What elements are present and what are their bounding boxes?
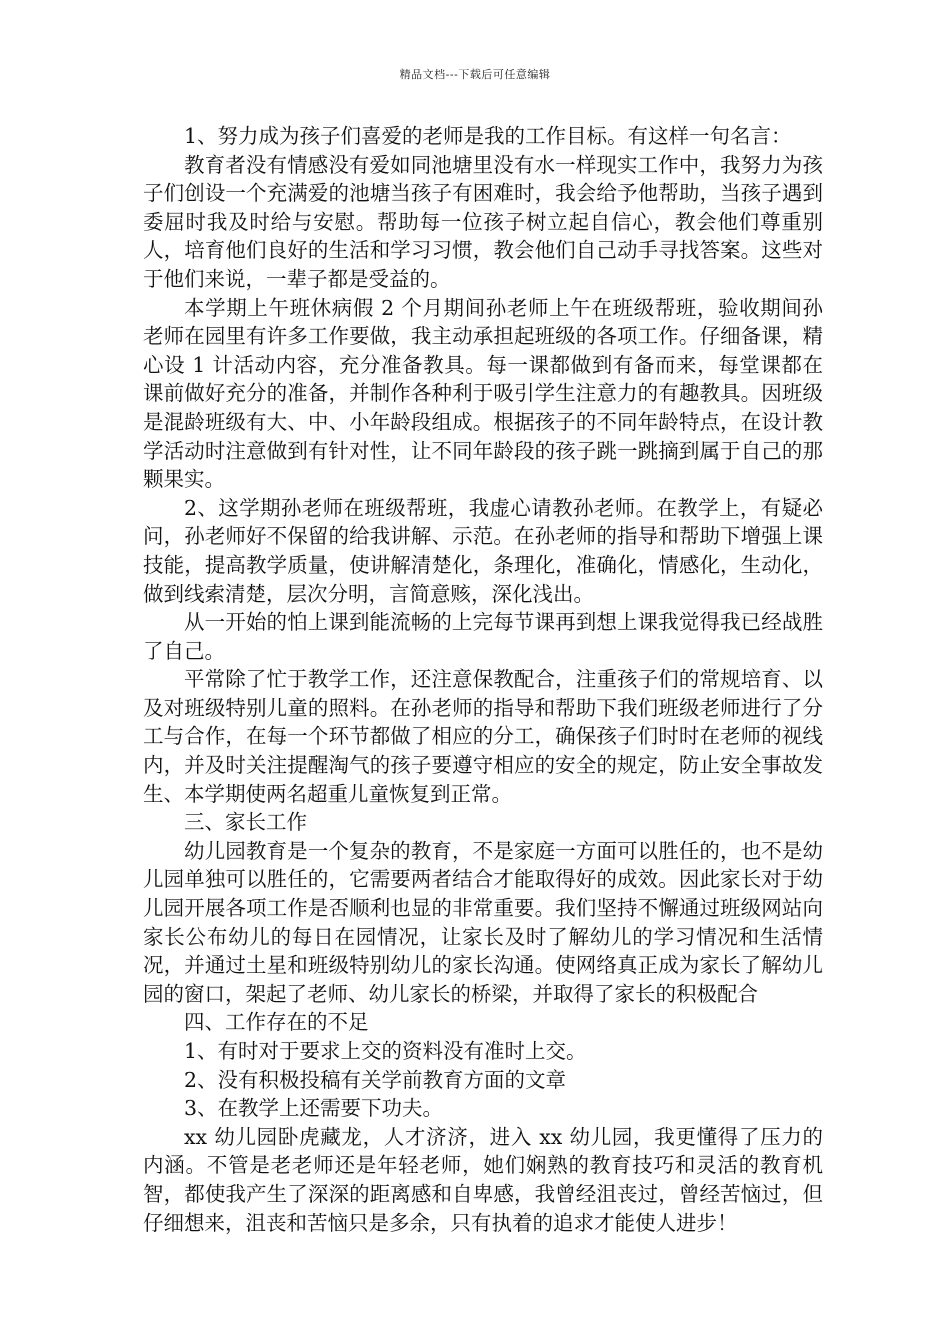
paragraph: 1、努力成为孩子们喜爱的老师是我的工作目标。有这样一句名言： — [184, 124, 792, 148]
page-header: 精品文档---下载后可任意编辑 — [399, 68, 551, 81]
paragraph: 幼儿园教育是一个复杂的教育，不是家庭一方面可以胜任的，也不是幼儿园单独可以胜任的，它需要两者结合才能取得好的成效。因此家长对于幼儿园开展各项工作是否顺利也显的非常重要。我们坚持不懈通过班级网站向家长公布幼儿的每日在园情况，让家长及时了解幼儿的学习情况和生活情况，并通过土星和班级特别幼儿的家长沟通。使网络真正成为家长了解幼儿园的窗口，架起了老师、幼儿家长的桥梁，并取得了家长的积极配合 — [143, 838, 823, 1006]
list-item: 3、在教学上还需要下功夫。 — [184, 1096, 444, 1121]
paragraph: 本学期上午班休病假 2 个月期间孙老师上午在班级帮班，验收期间孙老师在园里有许多工作要做，我主动承担起班级的各项工作。仔细备课，精心设 1 计活动内容，充分准备教具。每一课都做到有备而来，每堂课都在课前做好充分的准备，并制作各种利于吸引学生注意力的有趣教具。因班级是混龄班级有大、中、小年龄段组成。根据孩子的不同年龄特点，在设计教学活动时注意做到有针对性，让不同年龄段的孩子跳一跳摘到属于自己的那颗果实。 — [143, 295, 823, 492]
paragraph: 教育者没有情感没有爱如同池塘里没有水一样现实工作中，我努力为孩子们创设一个充满爱的池塘当孩子有困难时，我会给予他帮助，当孩子遇到委屈时我及时给与安慰。帮助每一位孩子树立起自信心，教会他们尊重别人，培育他们良好的生活和学习习惯，教会他们自己动手寻找答案。这些对于他们来说，一辈子都是受益的。 — [143, 152, 823, 291]
section-heading: 三、家长工作 — [184, 810, 307, 835]
document-body — [143, 122, 823, 1237]
list-item: 1、有时对于要求上交的资料没有准时上交。 — [184, 1039, 587, 1063]
paragraph: xx 幼儿园卧虎藏龙，人才济济，进入 xx 幼儿园，我更懂得了压力的内涵。不管是老老师还是年轻老师，她们娴熟的教育技巧和灵活的教育机智，都使我产生了深深的距离感和自卑感，我曾经沮丧过，曾经苦恼过，但仔细想来，沮丧和苦恼只是多余，只有执着的追求才能使人进步！ — [143, 1124, 823, 1235]
paragraph: 2、这学期孙老师在班级帮班，我虚心请教孙老师。在教学上，有疑必问，孙老师好不保留的给我讲解、示范。在孙老师的指导和帮助下增强上课技能，提高教学质量，使讲解清楚化，条理化，准确化，情感化，生动化，做到线索清楚，层次分明，言简意赅，深化浅出。 — [143, 495, 823, 606]
section-heading: 四、工作存在的不足 — [184, 1010, 369, 1035]
paragraph: 从一开始的怕上课到能流畅的上完每节课再到想上课我觉得我已经战胜了自己。 — [143, 610, 823, 663]
list-item: 2、没有积极投稿有关学前教育方面的文章 — [184, 1067, 567, 1092]
paragraph: 平常除了忙于教学工作，还注意保教配合，注重孩子们的常规培育、以及对班级特别儿童的照料。在孙老师的指导和帮助下我们班级老师进行了分工与合作，在每一个环节都做了相应的分工，确保孩子们时时在老师的视线内，并及时关注提醒淘气的孩子要遵守相应的安全的规定，防止安全事故发生、本学期使两名超重儿童恢复到正常。 — [143, 667, 823, 806]
